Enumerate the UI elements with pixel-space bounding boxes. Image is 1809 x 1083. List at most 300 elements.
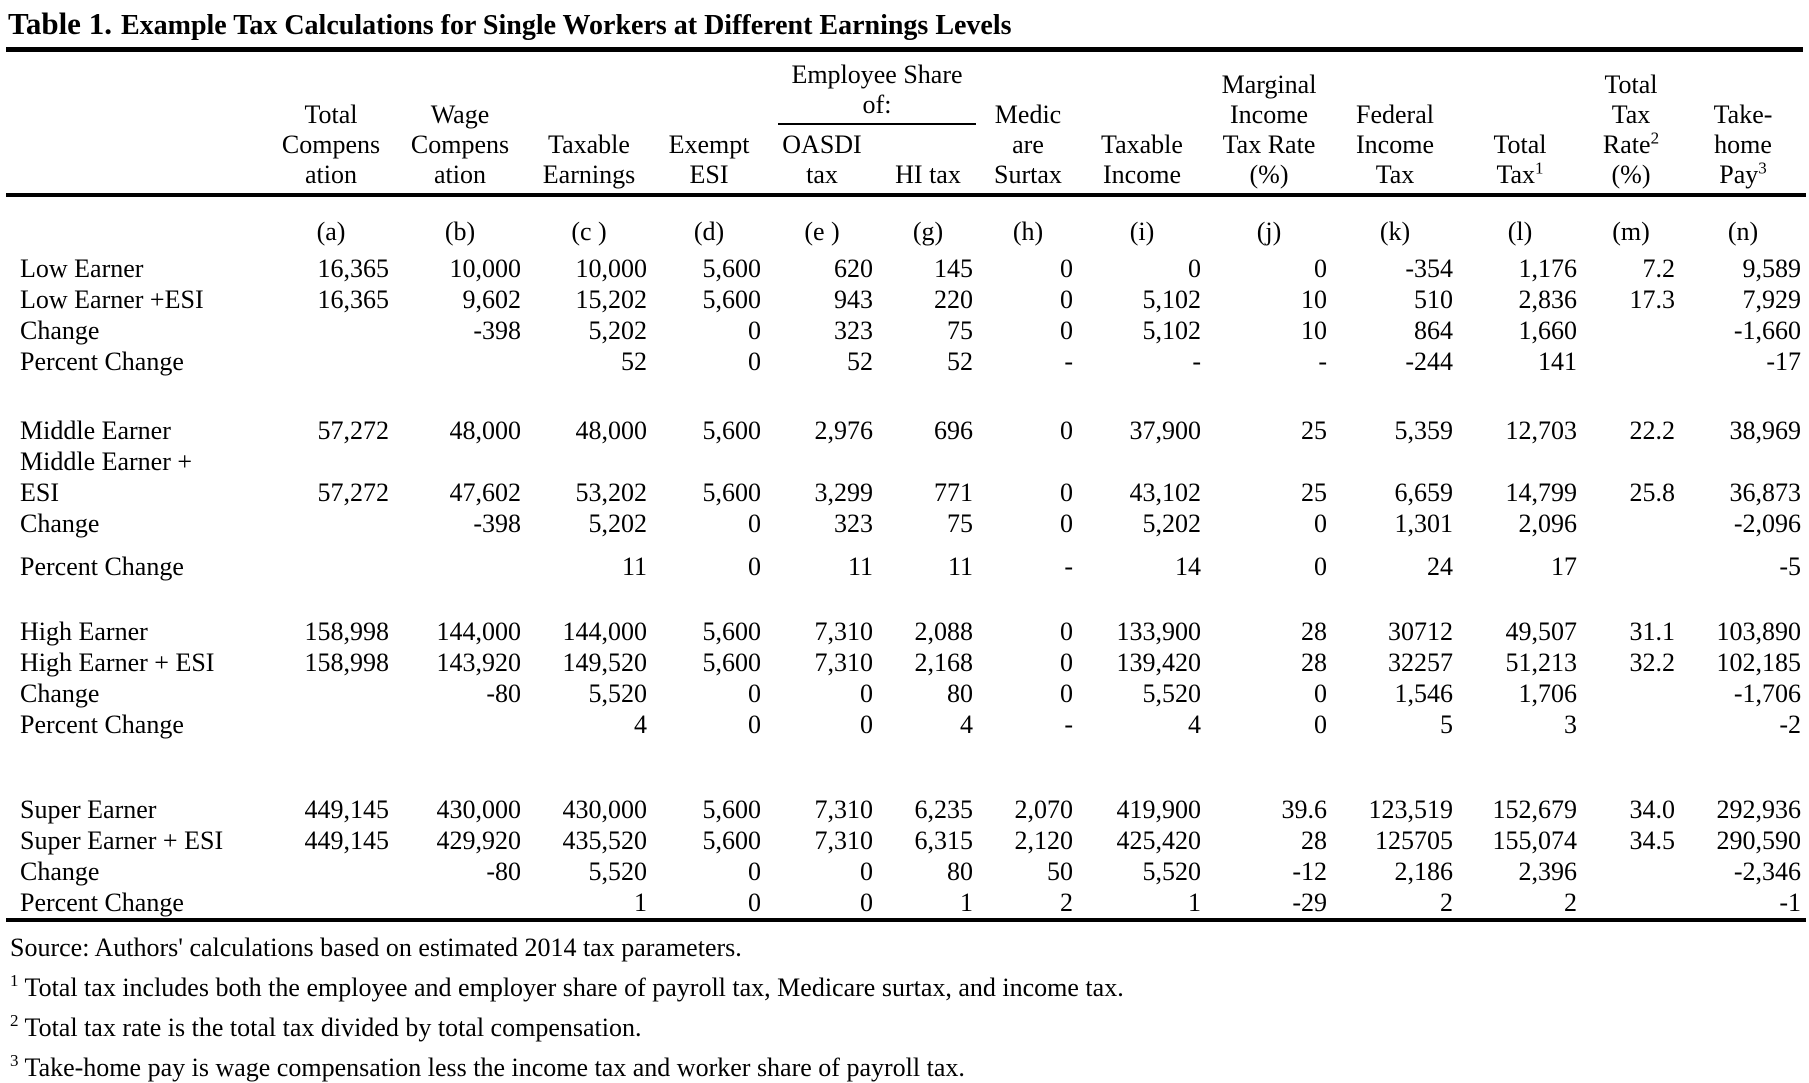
cell-d: 5,600 <box>702 254 761 283</box>
column-header-e: OASDI tax <box>782 130 862 189</box>
cell-g: 80 <box>947 679 973 708</box>
cell-e: 0 <box>860 710 873 739</box>
cell-d: 0 <box>748 509 761 538</box>
cell-a: 158,998 <box>304 617 389 646</box>
cell-m: 32.2 <box>1629 648 1675 677</box>
footnote-3 <box>10 1052 1803 1083</box>
table-row <box>6 284 1806 315</box>
cell-i: 5,102 <box>1142 316 1201 345</box>
cell-c: 10,000 <box>575 254 647 283</box>
column-header-c: Taxable Earnings <box>542 130 636 189</box>
cell-g: 52 <box>947 347 973 376</box>
cell-i: 14 <box>1175 552 1201 581</box>
cell-m <box>1582 551 1680 582</box>
row-label: Percent Change <box>20 552 184 581</box>
cell-n <box>1680 446 1806 477</box>
cell-g: 2,088 <box>914 617 973 646</box>
cell-k: -354 <box>1405 254 1453 283</box>
spacer-row <box>6 539 1806 551</box>
cell-b: 47,602 <box>449 478 521 507</box>
cell-j: 10 <box>1301 316 1327 345</box>
cell-a <box>268 887 394 920</box>
cell-c: 5,520 <box>588 679 647 708</box>
cell-e: 3,299 <box>814 478 873 507</box>
table-row <box>6 315 1806 346</box>
cell-g: 6,235 <box>914 795 973 824</box>
cell-k: 510 <box>1414 285 1453 314</box>
footnote-3-marker: 3 <box>10 1051 19 1071</box>
cell-b <box>394 887 526 920</box>
cell-h: 0 <box>1060 679 1073 708</box>
cell-e: 323 <box>834 509 873 538</box>
footnotes <box>6 932 1803 1083</box>
cell-b <box>394 446 526 477</box>
cell-k: 6,659 <box>1394 478 1453 507</box>
cell-j: 25 <box>1301 478 1327 507</box>
cell-n: -1,660 <box>1733 316 1801 345</box>
cell-i: 1 <box>1188 888 1201 917</box>
row-label: High Earner + ESI <box>20 648 215 677</box>
cell-n: 9,589 <box>1742 254 1801 283</box>
cell-j: 0 <box>1314 710 1327 739</box>
row-label: High Earner <box>20 617 148 646</box>
cell-b: 430,000 <box>436 795 521 824</box>
cell-c: 149,520 <box>562 648 647 677</box>
cell-c: 4 <box>634 710 647 739</box>
cell-m <box>1582 346 1680 377</box>
cell-e: 0 <box>860 679 873 708</box>
cell-e: 7,310 <box>814 617 873 646</box>
cell-l: 51,213 <box>1505 648 1577 677</box>
cell-h: 0 <box>1060 285 1073 314</box>
cell-n: 7,929 <box>1742 285 1801 314</box>
employee-share-label: Employee Share of: <box>778 60 976 125</box>
cell-m: 31.1 <box>1629 617 1675 646</box>
cell-g: 145 <box>934 254 973 283</box>
column-header-a: Total Compens ation <box>281 100 381 189</box>
cell-k: 30712 <box>1388 617 1453 646</box>
cell-g: 771 <box>934 478 973 507</box>
cell-j: 0 <box>1314 254 1327 283</box>
cell-i: 4 <box>1188 710 1201 739</box>
cell-c: 11 <box>621 552 647 581</box>
row-label: Change <box>20 857 100 886</box>
cell-l: 3 <box>1564 710 1577 739</box>
cell-d: 5,600 <box>702 285 761 314</box>
cell-j: 25 <box>1301 416 1327 445</box>
cell-l: 2 <box>1564 888 1577 917</box>
cell-n: 38,969 <box>1729 416 1801 445</box>
table-row <box>6 446 1806 477</box>
cell-e: 0 <box>860 888 873 917</box>
cell-l: 1,706 <box>1518 679 1577 708</box>
cell-l: 2,096 <box>1518 509 1577 538</box>
cell-b <box>394 551 526 582</box>
column-letter-m: (m) <box>1582 195 1680 253</box>
cell-a <box>268 315 394 346</box>
cell-e: 620 <box>834 254 873 283</box>
cell-d: 0 <box>748 347 761 376</box>
cell-n: 102,185 <box>1716 648 1801 677</box>
table-row <box>6 887 1806 920</box>
column-header-n: Take- home Pay$^3$ <box>1713 100 1773 189</box>
header-superscript: 1 <box>1535 158 1544 178</box>
cell-j: 39.6 <box>1281 795 1327 824</box>
column-header-i: Taxable Income <box>1101 130 1183 189</box>
row-label: Percent Change <box>20 347 184 376</box>
cell-e: 7,310 <box>814 826 873 855</box>
cell-i: 0 <box>1188 254 1201 283</box>
table-row <box>6 647 1806 678</box>
cell-m <box>1582 678 1680 709</box>
cell-j: -29 <box>1292 888 1327 917</box>
cell-l: 2,396 <box>1518 857 1577 886</box>
cell-n: 292,936 <box>1716 795 1801 824</box>
cell-j: 28 <box>1301 648 1327 677</box>
cell-c: 48,000 <box>575 416 647 445</box>
cell-d: 0 <box>748 679 761 708</box>
cell-c: 52 <box>621 347 647 376</box>
cell-c: 430,000 <box>562 795 647 824</box>
cell-i: 5,520 <box>1142 679 1201 708</box>
table-title-text: Example Tax Calculations for Single Workers at Different Earnings Levels <box>120 10 1012 41</box>
cell-m: 17.3 <box>1629 285 1675 314</box>
cell-c: 144,000 <box>562 617 647 646</box>
spacer-cell <box>6 740 1806 794</box>
cell-m <box>1582 887 1680 920</box>
cell-h: 0 <box>1060 509 1073 538</box>
cell-a <box>268 709 394 740</box>
cell-g: 2,168 <box>914 648 973 677</box>
column-header-m: Total Tax Rate$^2$ (%) <box>1602 70 1660 189</box>
column-letter-c: (c ) <box>526 195 652 253</box>
cell-k: 125705 <box>1375 826 1453 855</box>
cell-a: 449,145 <box>304 826 389 855</box>
cell-d: 5,600 <box>702 826 761 855</box>
cell-h <box>978 446 1078 477</box>
table-row <box>6 253 1806 284</box>
cell-j: 28 <box>1301 826 1327 855</box>
cell-j: -12 <box>1292 857 1327 886</box>
cell-c: 5,202 <box>588 509 647 538</box>
cell-k <box>1332 446 1458 477</box>
cell-m <box>1582 508 1680 539</box>
cell-l: 12,703 <box>1505 416 1577 445</box>
cell-c: 435,520 <box>562 826 647 855</box>
cell-i: 37,900 <box>1129 416 1201 445</box>
cell-m <box>1582 446 1680 477</box>
table-row <box>6 415 1806 446</box>
table-row <box>6 346 1806 377</box>
footnote-1-marker: 1 <box>10 971 19 991</box>
cell-l: 49,507 <box>1505 617 1577 646</box>
column-letter-h: (h) <box>978 195 1078 253</box>
cell-g: 220 <box>934 285 973 314</box>
cell-a <box>268 346 394 377</box>
cell-n: -5 <box>1779 552 1801 581</box>
cell-k: 2 <box>1440 888 1453 917</box>
cell-l: 14,799 <box>1505 478 1577 507</box>
cell-i: 419,900 <box>1116 795 1201 824</box>
cell-e: 0 <box>860 857 873 886</box>
cell-g: 4 <box>960 710 973 739</box>
cell-d: 0 <box>748 710 761 739</box>
row-label: Percent Change <box>20 710 184 739</box>
cell-l: 152,679 <box>1492 795 1577 824</box>
cell-b: -398 <box>473 316 521 345</box>
row-label: Super Earner + ESI <box>20 826 224 855</box>
cell-m <box>1582 315 1680 346</box>
cell-m: 7.2 <box>1642 254 1675 283</box>
cell-n: 290,590 <box>1716 826 1801 855</box>
cell-g: 1 <box>960 888 973 917</box>
cell-i: 133,900 <box>1116 617 1201 646</box>
cell-i: 43,102 <box>1129 478 1201 507</box>
cell-h: 2,070 <box>1014 795 1073 824</box>
row-label: ESI <box>20 478 59 507</box>
spacer-row <box>6 377 1806 415</box>
cell-h: 0 <box>1060 416 1073 445</box>
cell-g: 75 <box>947 316 973 345</box>
cell-h: 0 <box>1060 316 1073 345</box>
cell-h: 0 <box>1060 254 1073 283</box>
cell-g: 75 <box>947 509 973 538</box>
cell-d: 5,600 <box>702 795 761 824</box>
cell-i: - <box>1192 347 1201 376</box>
column-letter-k: (k) <box>1332 195 1458 253</box>
cell-n: -17 <box>1766 347 1801 376</box>
cell-d <box>652 446 766 477</box>
cell-b: 429,920 <box>436 826 521 855</box>
column-header-row-labels <box>6 52 268 195</box>
cell-k: 2,186 <box>1394 857 1453 886</box>
row-label: Super Earner <box>20 795 157 824</box>
cell-n: -2,096 <box>1733 509 1801 538</box>
column-header-g: HI tax <box>895 160 961 189</box>
cell-l: 141 <box>1538 347 1577 376</box>
cell-c: 5,202 <box>588 316 647 345</box>
table-row <box>6 551 1806 582</box>
cell-h: - <box>1064 552 1073 581</box>
footnote-1 <box>10 972 1803 1003</box>
table-row <box>6 508 1806 539</box>
table-row <box>6 616 1806 647</box>
cell-b: 144,000 <box>436 617 521 646</box>
cell-e: 943 <box>834 285 873 314</box>
cell-n: 103,890 <box>1716 617 1801 646</box>
row-label: Percent Change <box>20 888 184 917</box>
cell-b: 10,000 <box>449 254 521 283</box>
spacer-row <box>6 582 1806 616</box>
column-letter-e: (e ) <box>766 195 878 253</box>
cell-d: 5,600 <box>702 648 761 677</box>
cell-h: 50 <box>1047 857 1073 886</box>
cell-b: 143,920 <box>436 648 521 677</box>
footnote-source-text: Source: Authors' calculations based on estimated 2014 tax parameters. <box>10 933 742 962</box>
cell-k: 24 <box>1427 552 1453 581</box>
cell-j <box>1206 446 1332 477</box>
cell-i: 5,202 <box>1142 509 1201 538</box>
cell-b: -398 <box>473 509 521 538</box>
column-letter-d: (d) <box>652 195 766 253</box>
cell-c: 5,520 <box>588 857 647 886</box>
cell-c: 53,202 <box>575 478 647 507</box>
cell-a: 57,272 <box>317 416 389 445</box>
cell-a <box>268 508 394 539</box>
cell-j: 0 <box>1314 509 1327 538</box>
cell-j: 28 <box>1301 617 1327 646</box>
cell-e: 7,310 <box>814 795 873 824</box>
cell-m <box>1582 856 1680 887</box>
cell-g: 80 <box>947 857 973 886</box>
table-row <box>6 709 1806 740</box>
spacer-cell <box>6 539 1806 551</box>
column-header-j: Marginal Income Tax Rate (%) <box>1221 70 1317 189</box>
row-label: Middle Earner + <box>20 447 193 476</box>
footnote-2-text: Total tax rate is the total tax divided by total compensation. <box>24 1013 642 1042</box>
cell-m: 25.8 <box>1629 478 1675 507</box>
table-title-label: Table 1. <box>8 6 112 41</box>
cell-k: -244 <box>1405 347 1453 376</box>
cell-n: -1,706 <box>1733 679 1801 708</box>
cell-b: 48,000 <box>449 416 521 445</box>
cell-h: 2,120 <box>1014 826 1073 855</box>
column-letters-row <box>6 195 1806 253</box>
footnote-1-text: Total tax includes both the employee and employer share of payroll tax, Medicare surtax, and income tax. <box>24 973 1124 1002</box>
cell-h: 0 <box>1060 478 1073 507</box>
column-header-d: Exempt ESI <box>668 130 750 189</box>
cell-a: 57,272 <box>317 478 389 507</box>
cell-l: 155,074 <box>1492 826 1577 855</box>
cell-a <box>268 678 394 709</box>
row-label: Middle Earner <box>20 416 171 445</box>
cell-g: 11 <box>947 552 973 581</box>
column-letter-n: (n) <box>1680 195 1806 253</box>
table-row <box>6 678 1806 709</box>
cell-g <box>878 446 978 477</box>
cell-h: - <box>1064 347 1073 376</box>
cell-b <box>394 709 526 740</box>
cell-b: 9,602 <box>462 285 521 314</box>
cell-l: 2,836 <box>1518 285 1577 314</box>
cell-d: 0 <box>748 316 761 345</box>
cell-i: 139,420 <box>1116 648 1201 677</box>
cell-a <box>268 856 394 887</box>
cell-a <box>268 551 394 582</box>
cell-c <box>526 446 652 477</box>
row-label: Change <box>20 316 100 345</box>
cell-l: 17 <box>1551 552 1577 581</box>
cell-h: 0 <box>1060 617 1073 646</box>
cell-k: 1,546 <box>1394 679 1453 708</box>
cell-a: 158,998 <box>304 648 389 677</box>
cell-j: 0 <box>1314 679 1327 708</box>
cell-b <box>394 346 526 377</box>
cell-b: -80 <box>486 857 521 886</box>
cell-j: 10 <box>1301 285 1327 314</box>
cell-d: 0 <box>748 552 761 581</box>
cell-j: - <box>1318 347 1327 376</box>
cell-n: -2,346 <box>1733 857 1801 886</box>
cell-a: 449,145 <box>304 795 389 824</box>
cell-d: 0 <box>748 888 761 917</box>
row-label: Change <box>20 509 100 538</box>
footnote-3-text: Take-home pay is wage compensation less the income tax and worker share of payroll tax. <box>24 1053 965 1082</box>
footnote-2 <box>10 1012 1803 1043</box>
cell-i: 425,420 <box>1116 826 1201 855</box>
cell-h: - <box>1064 710 1073 739</box>
cell-n: -1 <box>1779 888 1801 917</box>
cell-k: 123,519 <box>1368 795 1453 824</box>
column-header-l: Total Tax$^1$ <box>1493 130 1547 189</box>
row-label: Change <box>20 679 100 708</box>
column-letter-j: (j) <box>1206 195 1332 253</box>
cell-k: 1,301 <box>1394 509 1453 538</box>
column-header-h: Medic are Surtax <box>994 100 1062 189</box>
cell-m: 34.0 <box>1629 795 1675 824</box>
cell-b: -80 <box>486 679 521 708</box>
column-header-k: Federal Income Tax <box>1356 100 1434 189</box>
column-letter-g: (g) <box>878 195 978 253</box>
table-title <box>6 4 1803 52</box>
header-superscript: 3 <box>1758 158 1767 178</box>
cell-k: 32257 <box>1388 648 1453 677</box>
header-row-1 <box>6 52 1806 130</box>
cell-k: 864 <box>1414 316 1453 345</box>
cell-a: 16,365 <box>317 285 389 314</box>
cell-a <box>268 446 394 477</box>
row-label: Low Earner +ESI <box>20 285 204 314</box>
cell-c: 15,202 <box>575 285 647 314</box>
cell-h: 2 <box>1060 888 1073 917</box>
column-header-b: Wage Compens ation <box>410 100 510 189</box>
cell-m: 22.2 <box>1629 416 1675 445</box>
footnote-2-marker: 2 <box>10 1011 19 1031</box>
cell-h: 0 <box>1060 648 1073 677</box>
cell-l: 1,660 <box>1518 316 1577 345</box>
cell-e <box>766 446 878 477</box>
cell-a: 16,365 <box>317 254 389 283</box>
cell-i <box>1078 446 1206 477</box>
spacer-cell <box>6 377 1806 415</box>
cell-k: 5 <box>1440 710 1453 739</box>
cell-e: 2,976 <box>814 416 873 445</box>
cell-k: 5,359 <box>1394 416 1453 445</box>
row-label: Low Earner <box>20 254 144 283</box>
employee-share-header <box>766 52 978 130</box>
tax-table <box>6 52 1806 922</box>
column-letter-blank <box>6 195 268 253</box>
cell-m <box>1582 709 1680 740</box>
table-row <box>6 825 1806 856</box>
cell-i: 5,102 <box>1142 285 1201 314</box>
cell-g: 696 <box>934 416 973 445</box>
cell-d: 0 <box>748 857 761 886</box>
cell-m: 34.5 <box>1629 826 1675 855</box>
column-letter-i: (i) <box>1078 195 1206 253</box>
cell-d: 5,600 <box>702 617 761 646</box>
cell-l: 1,176 <box>1518 254 1577 283</box>
column-letter-l: (l) <box>1458 195 1582 253</box>
cell-c: 1 <box>634 888 647 917</box>
cell-d: 5,600 <box>702 416 761 445</box>
table-row <box>6 856 1806 887</box>
header-superscript: 2 <box>1650 128 1660 148</box>
column-letter-a: (a) <box>268 195 394 253</box>
column-letter-b: (b) <box>394 195 526 253</box>
cell-e: 323 <box>834 316 873 345</box>
spacer-cell <box>6 582 1806 616</box>
